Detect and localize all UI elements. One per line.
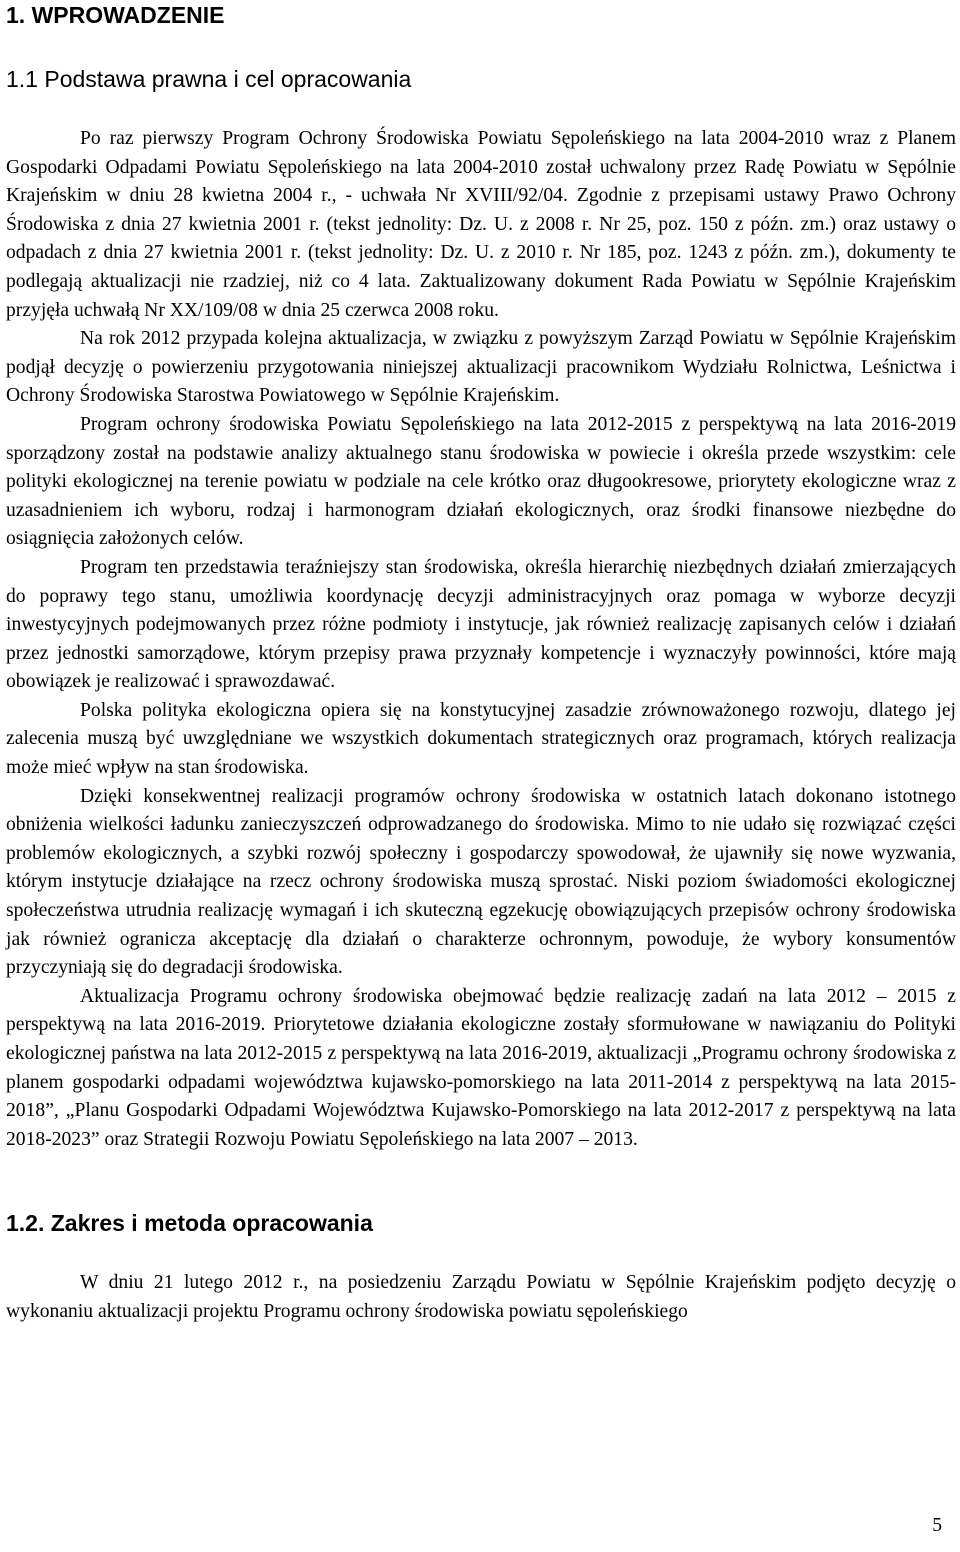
section-heading-1-1: 1.1 Podstawa prawna i cel opracowania: [6, 66, 412, 92]
section-1-2-body: [6, 1269, 956, 1326]
paragraph: Program ochrony środowiska Powiatu Sępoleńskiego na lata 2012-2015 z perspektywą na lata 2016-2019 sporządzony został na podstawie analizy aktualnego stanu środowiska w powiecie i określa przede wszystkim: cele polityki ekologicznej na terenie powiatu w podziale na cele krótko oraz długookresowe, priorytety ekologiczne wraz z uzasadnieniem ich wyboru, rodzaj i harmonogram działań ekologicznych, oraz środki finansowe niezbędne do osiągnięcia założonych celów.: [6, 413, 956, 550]
paragraph: Program ten przedstawia teraźniejszy stan środowiska, określa hierarchię niezbędnych działań zmierzających do poprawy tego stanu, umożliwia koordynację decyzji administracyjnych oraz pomaga w wyborze decyzji inwestycyjnych podejmowanych przez różne podmioty i instytucje, jak również realizację zapisanych celów i działań przez jednostki samorządowe, którym przepisy prawa przyznały kompetencje i wyznaczyły powinności, które mają obowiązek je realizować i sprawozdawać.: [6, 556, 956, 693]
paragraph: Na rok 2012 przypada kolejna aktualizacja, w związku z powyższym Zarząd Powiatu w Sępólnie Krajeńskim podjął decyzję o powierzeniu przygotowania niniejszej aktualizacji pracownikom Wydziału Rolnictwa, Leśnictwa i Ochrony Środowiska Starostwa Powiatowego w Sępólnie Krajeńskim.: [6, 328, 956, 407]
section-heading-1-2: 1.2. Zakres i metoda opracowania: [6, 1210, 373, 1237]
paragraph: Dzięki konsekwentnej realizacji programów ochrony środowiska w ostatnich latach dokonano istotnego obniżenia wielkości ładunku zanieczyszczeń odprowadzanego do środowiska. Mimo to nie udało się rozwiązać części problemów ekologicznych, a szybki rozwój społeczny i gospodarczy spowodował, że ujawniły się nowe wyzwania, którym instytucje działające na rzecz ochrony środowiska muszą sprostać. Niski poziom świadomości ekologicznej społeczeństwa utrudnia realizację wymagań i ich skuteczną egzekucję obowiązujących przepisów ochrony środowiska jak również ogranicza akceptację dla działań o charakterze ochronnym, powoduje, że wybory konsumentów przyczyniają się do degradacji środowiska.: [6, 785, 956, 979]
paragraph: W dniu 21 lutego 2012 r., na posiedzeniu Zarządu Powiatu w Sępólnie Krajeńskim podjęto decyzję o wykonaniu aktualizacji projektu Programu ochrony środowiska powiatu sępoleńskiego: [6, 1272, 956, 1322]
paragraph: Po raz pierwszy Program Ochrony Środowiska Powiatu Sępoleńskiego na lata 2004-2010 wraz z Planem Gospodarki Odpadami Powiatu Sępoleńskiego na lata 2004-2010 został uchwalony przez Radę Powiatu w Sępólnie Krajeńskim w dniu 28 kwietna 2004 r., - uchwała Nr XVIII/92/04. Zgodnie z przepisami ustawy Prawo Ochrony Środowiska z dnia 27 kwietnia 2001 r. (tekst jednolity: Dz. U. z 2008 r. Nr 25, poz. 150 z późn. zm.) oraz ustawy o odpadach z dnia 27 kwietnia 2001 r. (tekst jednolity: Dz. U. z 2010 r. Nr 185, poz. 1243 z późn. zm.), dokumenty te podlegają aktualizacji nie rzadziej, niż co 4 lata. Zaktualizowany dokument Rada Powiatu w Sępólnie Krajeńskim przyjęła uchwałą Nr XX/109/08 w dnia 25 czerwca 2008 roku.: [6, 128, 956, 321]
paragraph: Aktualizacja Programu ochrony środowiska obejmować będzie realizację zadań na lata 2012 – 2015 z perspektywą na lata 2016-2019. Priorytetowe działania ekologiczne zostały sformułowane w nawiązaniu do Polityki ekologicznej państwa na lata 2012-2015 z perspektywą na lata 2016-2019, aktualizacji „Programu ochrony środowiska z planem gospodarki odpadami województwa kujawsko-pomorskiego na lata 2011-2014 z perspektywą na lata 2015-2018”, „Planu Gospodarki Odpadami Województwa Kujawsko-Pomorskiego na lata 2012-2017 z perspektywą na lata 2018-2023” oraz Strategii Rozwoju Powiatu Sępoleńskiego na lata 2007 – 2013.: [6, 985, 956, 1150]
document-page: [6, 0, 956, 1327]
section-1-1-body: [6, 125, 956, 1154]
chapter-heading: 1. WPROWADZENIE: [6, 2, 225, 28]
page-number: 5: [932, 1515, 942, 1536]
paragraph: Polska polityka ekologiczna opiera się na konstytucyjnej zasadzie zrównoważonego rozwoju, dlatego jej zalecenia muszą być uwzględniane we wszystkich dokumentach strategicznych oraz programach, których realizacja może mieć wpływ na stan środowiska.: [6, 699, 956, 779]
